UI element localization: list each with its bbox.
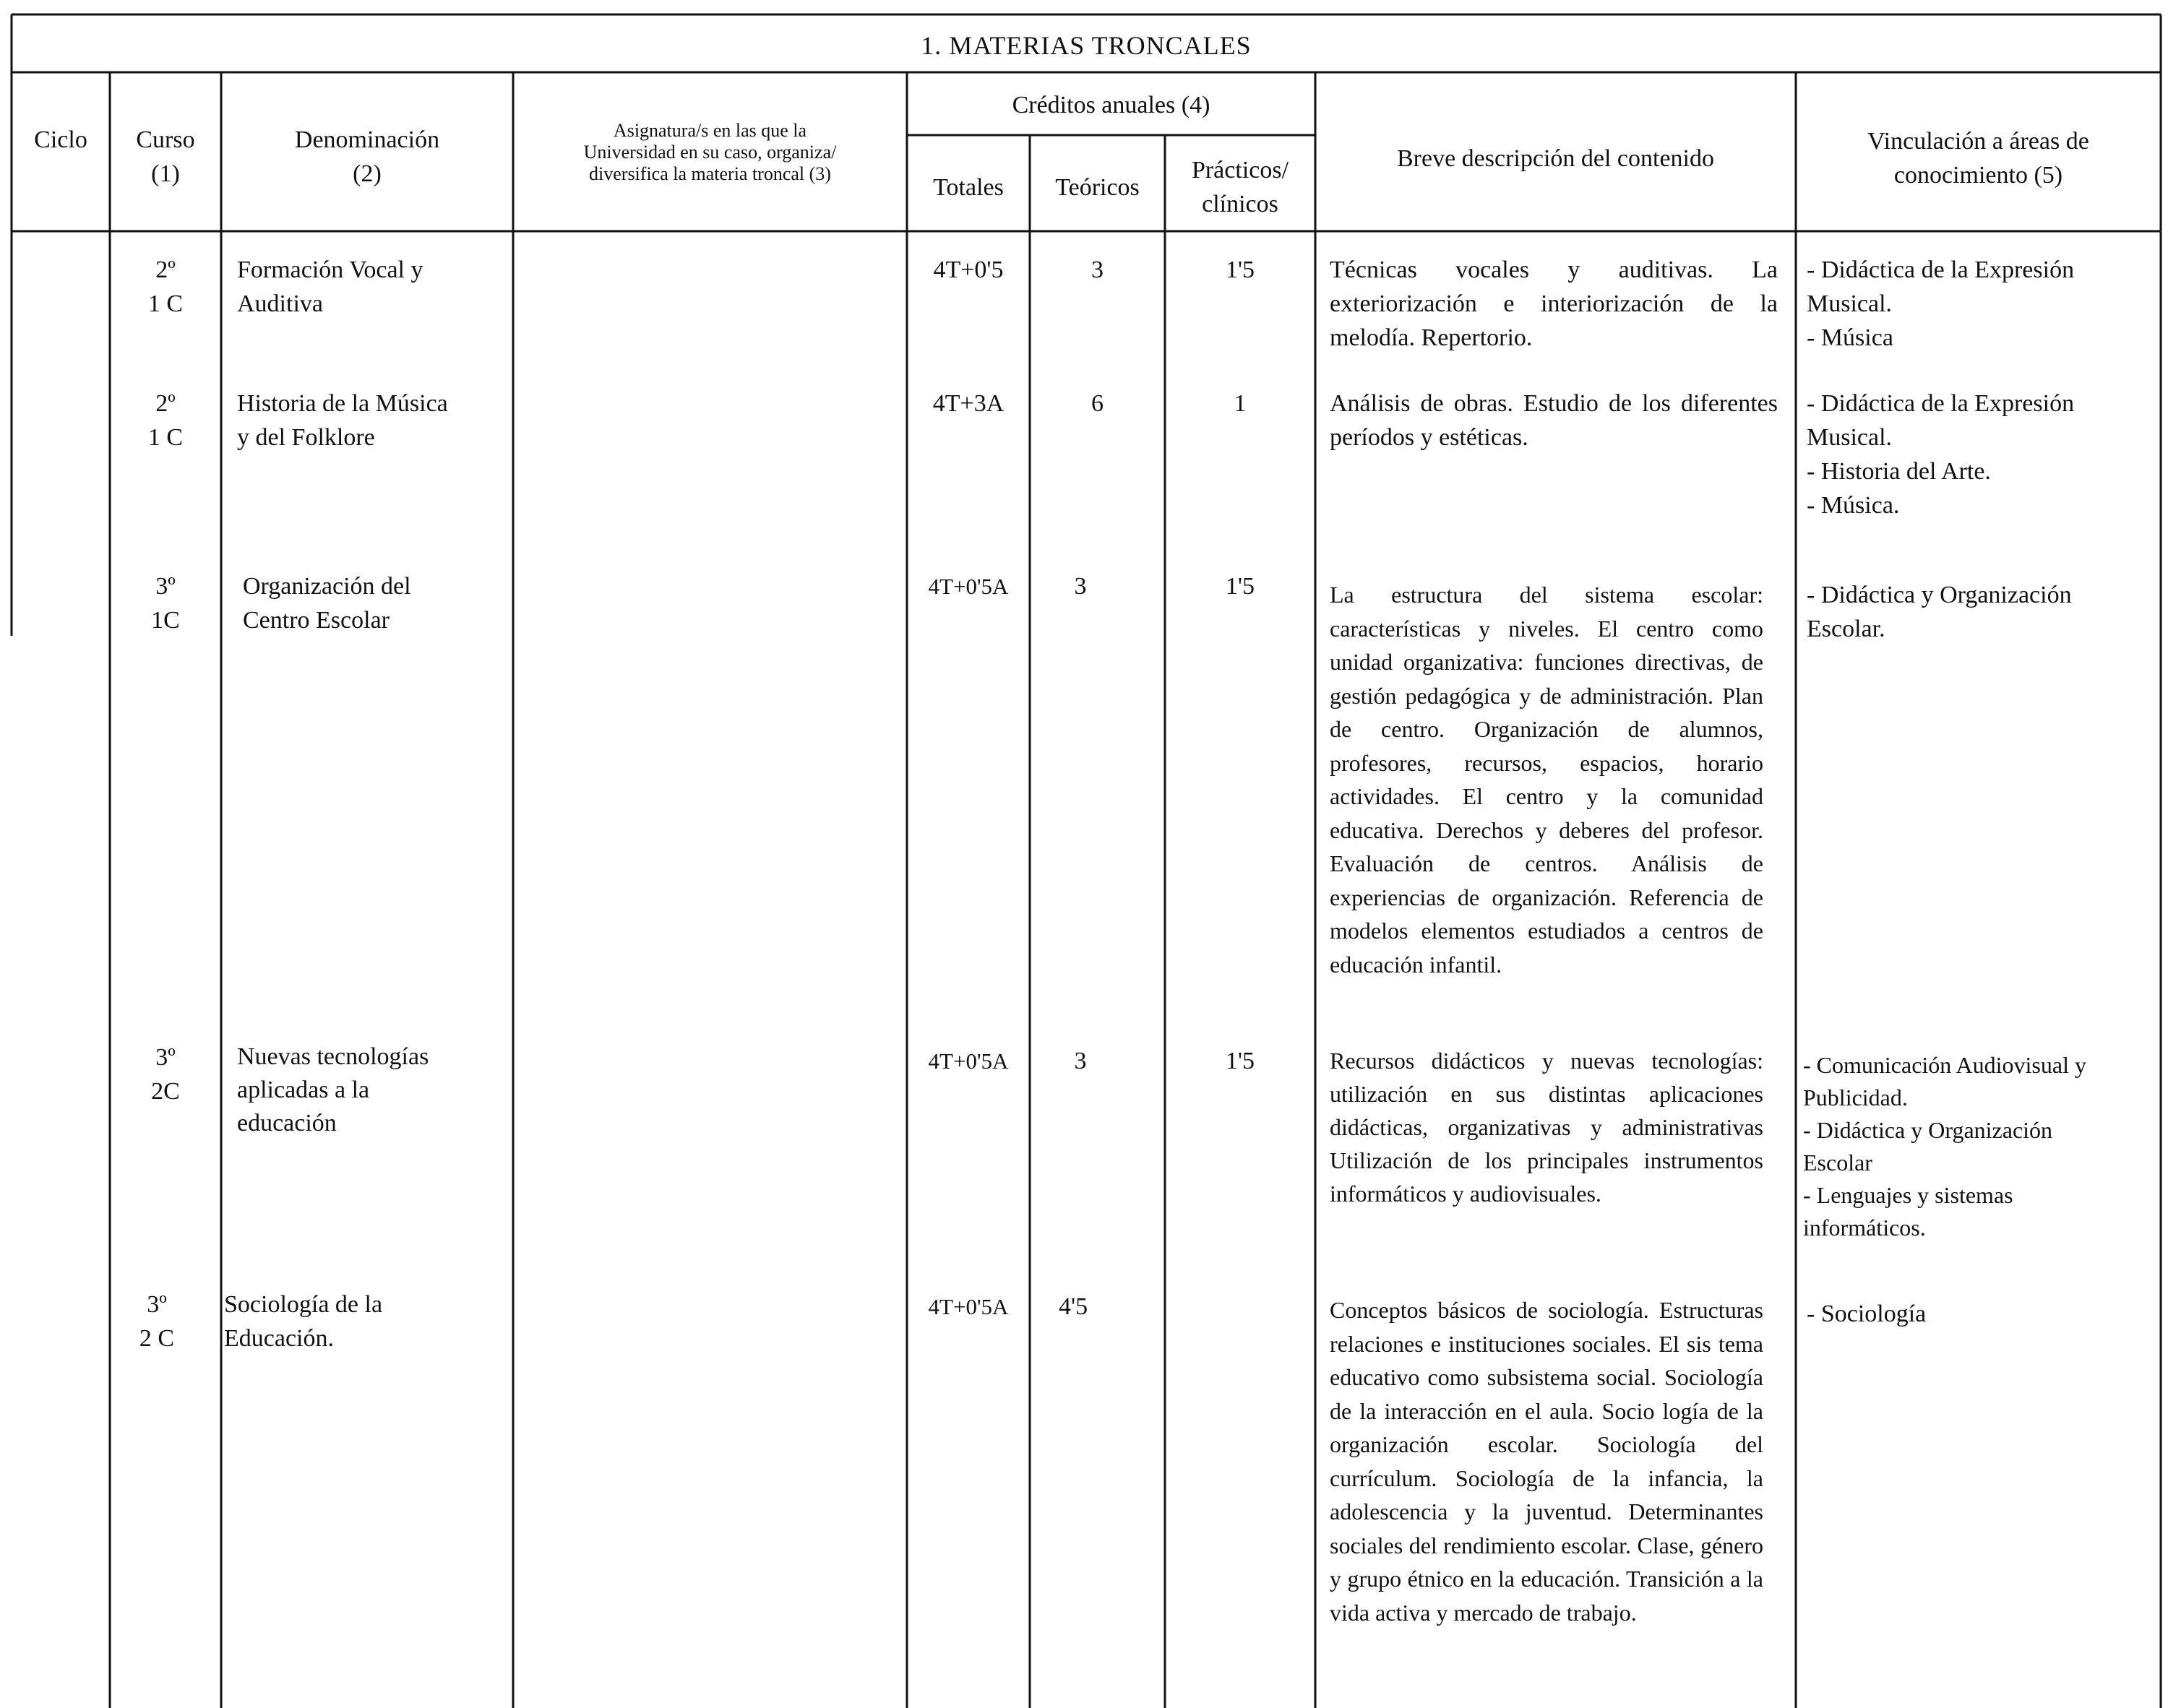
header-practicos: Prácticos/ clínicos [1191, 157, 1289, 217]
row-1-descripcion: Técnicas vocales y auditivas. La exteriorización e interiorización de la melodía. Repertorio. [1330, 256, 1778, 351]
header-denominacion: Denominación (2) [294, 126, 440, 187]
row-2-descripcion: Análisis de obras. Estudio de los diferentes períodos y estéticas. [1330, 390, 1778, 451]
row-3-vinculacion: - Didáctica y Organización Escolar. [1807, 582, 2072, 642]
row-2-practicos: 1 [1234, 390, 1247, 417]
header-vinculacion: Vinculación a áreas de conocimiento (5) [1867, 128, 2089, 189]
row-2-vinculacion: - Didáctica de la Expresión Musical. - Historia del Arte. - Música. [1807, 390, 2075, 519]
row-5-denominacion: Sociología de la Educación. [224, 1291, 383, 1352]
row-1-curso: 2º 1 C [147, 256, 184, 317]
row-4-descripcion: Recursos didácticos y nuevas tecnologías: utilización en sus distintas aplicaciones didácticas, organizativas y administrativas Utilización de los principales instrumentos informáticos y audiovisuales. [1330, 1048, 1763, 1207]
row-5-curso: 3º 2 C [139, 1291, 175, 1352]
row-4-teoricos: 3 [1074, 1048, 1087, 1074]
row-3-practicos: 1'5 [1225, 573, 1255, 600]
row-4-curso: 3º 2C [151, 1044, 180, 1105]
header-curso: Curso (1) [136, 126, 195, 187]
row-2-totales: 4T+3A [932, 390, 1005, 417]
row-3-descripcion: La estructura del sistema escolar: características y niveles. El centro como unidad organizativa: funciones directivas, de gestión pedagógica y de administración. Plan de centro. Organización de alumnos, profesores, recursos, espacios, horario actividades. El centro y la comunidad educativa. Derechos y deberes del profesor. Evaluación de centros. Análisis de experiencias de organización. Referencia de modelos elementos estudiados a centros de educación infantil. [1330, 582, 1763, 978]
row-5-totales: 4T+0'5A [928, 1294, 1009, 1319]
row-5-descripcion: Conceptos básicos de sociología. Estructuras relaciones e instituciones sociales. El sis tema educativo como subsistema social. Sociología de la interacción en el aula. Socio logía de la organización escolar. Sociología del currículum. Sociología de la infancia, la adolescencia y la juventud. Determinantes sociales del rendimiento escolar. Clase, género y grupo étnico en la educación. Transición a la vida activa y mercado de trabajo. [1330, 1297, 1763, 1626]
header-descripcion: Breve descripción del contenido [1396, 145, 1714, 172]
row-3-totales: 4T+0'5A [928, 574, 1009, 599]
row-1-vinculacion: - Didáctica de la Expresión Musical. - Música [1807, 256, 2075, 351]
row-5-vinculacion: - Sociología [1807, 1301, 1927, 1327]
row-2-teoricos: 6 [1091, 390, 1104, 417]
row-1-practicos: 1'5 [1225, 256, 1255, 283]
row-1-totales: 4T+0'5 [933, 256, 1004, 283]
row-4-vinculacion: - Comunicación Audiovisual y Publicidad. - Didáctica y Organización Escolar - Lenguajes y sistemas informáticos. [1803, 1052, 2086, 1241]
row-4-totales: 4T+0'5A [928, 1048, 1009, 1074]
row-1-denominacion: Formación Vocal y Auditiva [237, 256, 423, 317]
header-asignaturas: Asignatura/s en las que la Universidad en su caso, organiza/ diversifica la materia troncal (3) [583, 120, 837, 184]
row-4-practicos: 1'5 [1225, 1048, 1255, 1074]
header-creditos: Créditos anuales (4) [1012, 92, 1210, 118]
header-teoricos: Teóricos [1055, 174, 1140, 201]
row-2-curso: 2º 1 C [147, 390, 184, 451]
row-2-denominacion: Historia de la Música y del Folklore [237, 390, 448, 451]
row-1-teoricos: 3 [1091, 256, 1104, 283]
row-3-teoricos: 3 [1074, 573, 1087, 600]
row-3-curso: 3º 1C [151, 573, 180, 634]
row-4-denominacion: Nuevas tecnologías aplicadas a la educación [237, 1043, 429, 1136]
row-5-teoricos: 4'5 [1059, 1293, 1088, 1320]
table-title: 1. MATERIAS TRONCALES [921, 31, 1252, 60]
header-ciclo: Ciclo [34, 126, 87, 153]
row-3-denominacion: Organización del Centro Escolar [243, 573, 411, 634]
header-totales: Totales [933, 174, 1004, 201]
